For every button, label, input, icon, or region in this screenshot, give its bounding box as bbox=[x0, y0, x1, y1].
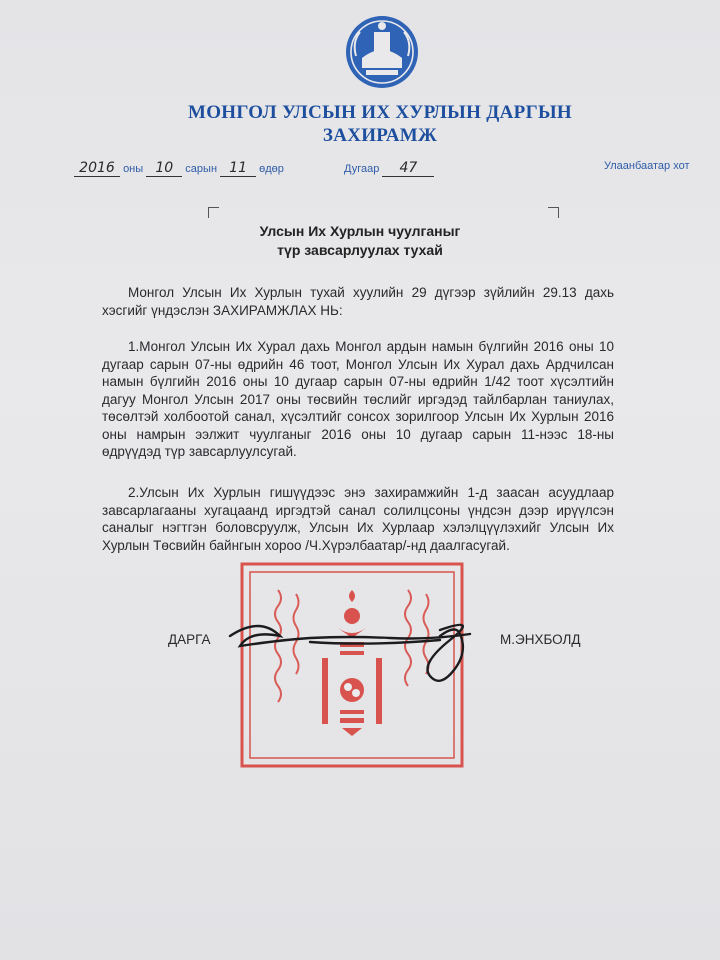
date-day-label: өдөр bbox=[259, 163, 284, 175]
state-emblem-icon bbox=[344, 12, 420, 90]
date-line bbox=[74, 160, 284, 177]
number-label: Дугаар bbox=[344, 163, 380, 175]
clause-1-paragraph: 1.Монгол Улсын Их Хурал дахь Монгол ардын намын бүлгийн 2016 оны 10 дугаар сарын 07-ны өдрийн 46 тоот, Монгол Улсын Их Хурал дахь Ардчилсан намын бүлгийн 2016 оны 10 дугаар сарын 07-ны өдрийн 1/42 тоот хүсэлтийн дагуу Монгол Улсын 2017 оны төсвийн төслийг иргэдэд тайлбарлан таниулах, төсөлтэй холбоотой санал, хүсэлтийг сонсох зорилгоор Улсын Их Хурлын 2016 оны намрын ээлжит чуулганыг 2016 оны 10 дугаар сарын 11-нээс 18-ны өдрүүдэд түр завсарлуулсугай. bbox=[102, 339, 614, 459]
signatory-title: ДАРГА bbox=[168, 632, 211, 647]
date-month-label: сарын bbox=[185, 163, 218, 175]
org-title-line-2: ЗАХИРАМЖ bbox=[322, 125, 438, 146]
number-line bbox=[344, 160, 434, 177]
date-month: 10 bbox=[146, 160, 182, 177]
signatory-name: М.ЭНХБОЛД bbox=[500, 632, 581, 647]
subject-line-1: Улсын Их Хурлын чуулганыг bbox=[259, 223, 461, 239]
org-title-line-1: МОНГОЛ УЛСЫН ИХ ХУРЛЫН ДАРГЫН bbox=[188, 102, 572, 123]
number-value: 47 bbox=[382, 160, 434, 177]
date-day: 11 bbox=[220, 160, 256, 177]
city-label: Улаанбаатар хот bbox=[604, 160, 690, 172]
clause-2-paragraph: 2.Улсын Их Хурлын гишүүдээс энэ захирамжийн 1-д заасан асуудлаар завсарлагааны хугацаанд иргэдтэй санал солилцсоны үндсэн дээр ирүүлсэн саналыг нэгтгэн боловсруулж, Улсын Их Хурлаар хэлэлцүүлэхийг Улсын Их Хурлын Төсвийн байнгын хороо /Ч.Хүрэлбаатар/-нд даалгасугай. bbox=[102, 485, 614, 553]
handwritten-signature bbox=[210, 600, 510, 690]
corner-mark-left bbox=[208, 207, 219, 218]
date-year: 2016 bbox=[74, 160, 120, 177]
corner-mark-right bbox=[548, 207, 559, 218]
subject-line-2: түр завсарлуулах тухай bbox=[277, 242, 443, 258]
preamble-paragraph: Монгол Улсын Их Хурлын тухай хуулийн 29 дүгээр зүйлийн 29.13 дахь хэсгийг үндэслэн ЗАХИРАМЖЛАХ НЬ: bbox=[102, 285, 614, 318]
date-year-label: оны bbox=[123, 163, 144, 175]
